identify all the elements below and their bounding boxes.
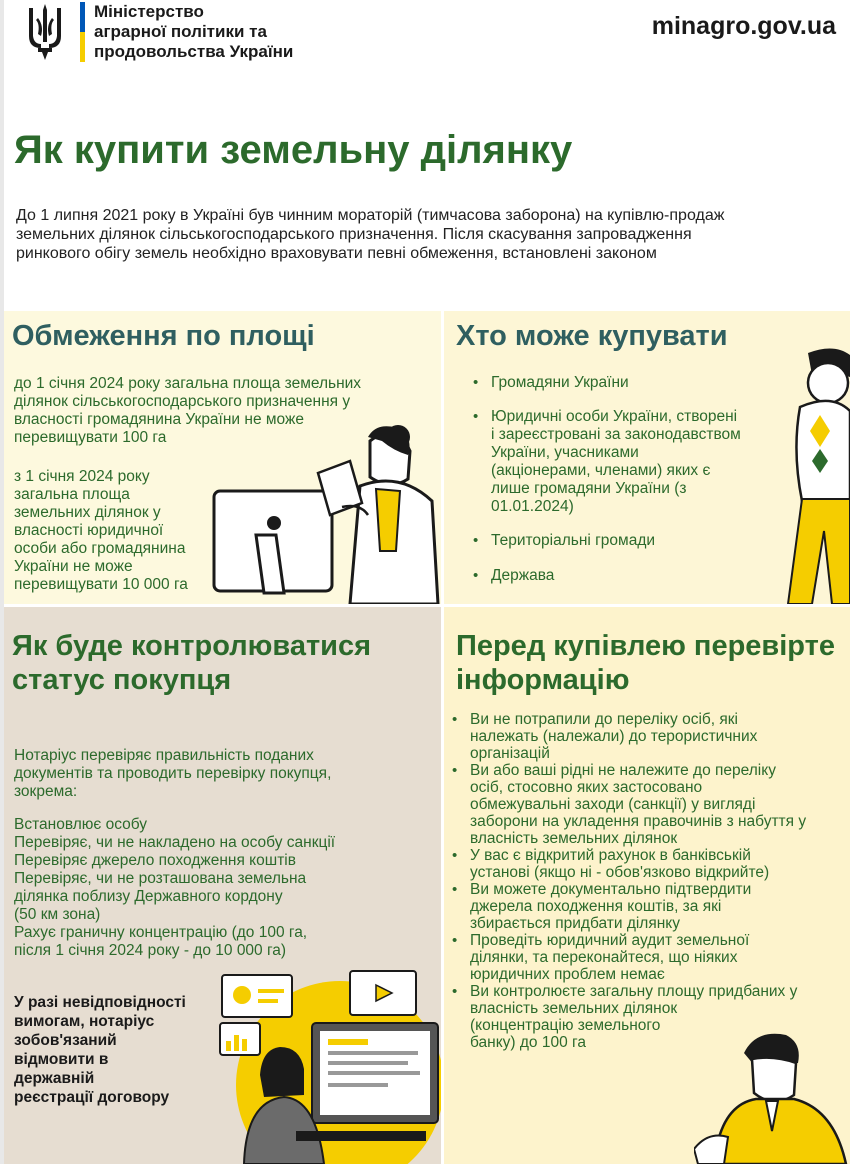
ministry-name: Міністерство аграрної політики та продовольства України [94,2,294,61]
buyer-control-title: Як буде контролюватися статус покупця [12,630,372,696]
list-item: • Територіальні громади [471,532,741,550]
man-with-phone-illustration [694,1019,850,1164]
check-before-list [450,711,806,1051]
buyer-control-intro: Нотаріус перевіряє правильність поданих документів та проводить перевірку покупця, зокрема: [14,747,332,800]
list-item: • Проведіть юридичний аудит земельної ділянки, та переконайтеся, що ніяких юридичних проблем немає [450,932,806,983]
intro-paragraph: До 1 липня 2021 року в Україні був чинним мораторій (тимчасова заборона) на купівлю-продаж земельних ділянок сільськогосподарського призначення. Після скасування запровадження ринкового обігу земель необхідно враховувати певні обмеження, встановлені законом [16,207,725,262]
flag-icon [80,2,85,62]
list-item: • Ви можете документально підтвердити джерела походження коштів, за які збирається придбати ділянку [450,881,806,932]
site-url[interactable]: minagro.gov.ua [651,12,836,40]
list-item: • Ви не потрапили до переліку осіб, які належать (належали) до терористичних організацій [450,711,806,762]
list-item: • Ви або ваші рідні не належите до переліку осіб, стосовно яких застосовано обмежувальні заходи (санкції) у вигляді заборони на укладення правочинів з набуття у власність земельних ділянок [450,762,806,847]
notary-refusal-note: У разі невідповідності вимогам, нотаріус зобов'язаний відмовити в державній реєстрації договору [14,994,186,1106]
area-limits-panel [4,311,441,604]
list-item: • Держава [471,567,741,585]
trident-icon [26,2,64,64]
check-before-title: Перед купівлею перевірте інформацію [456,630,835,696]
buyer-control-panel [4,607,441,1164]
young-man-illustration [762,341,850,604]
person-at-workstation-illustration [200,965,441,1164]
area-limits-title: Обмеження по площі [12,320,315,352]
list-item: • У вас є відкритий рахунок в банківській установі (якщо ні - обов'язково відкрийте) [450,847,806,881]
who-can-buy-panel [444,311,850,604]
area-limits-citizen: до 1 січня 2024 року загальна площа земельних ділянок сільськогосподарського призначення у власності громадянина України не може перевищувати 100 га [14,375,362,446]
list-item: • Юридичні особи України, створені і зареєстровані за законодавством України, учасниками (акціонерами, членами) яких є лише громадяни України (з 01.01.2024) [471,408,741,516]
who-can-buy-list [471,374,741,585]
list-item: • Ви контролюєте загальну площу придбаних у власність земельних ділянок (концентрацію земельного банку) до 100 га [450,983,806,1051]
list-item: • Громадяни України [471,374,741,392]
check-before-panel [444,607,850,1164]
header [0,0,850,70]
who-can-buy-title: Хто може купувати [456,320,728,352]
woman-at-computer-illustration [210,411,440,604]
area-limits-legal-entity: з 1 січня 2024 року загальна площа земельних ділянок у власності юридичної особи або громадянина України не може перевищувати 10 000 га [14,468,188,593]
page-title: Як купити земельну ділянку [14,128,573,172]
buyer-control-checks: Встановлює особу Перевіряє, чи не накладено на особу санкції Перевіряє джерело походження коштів Перевіряє, чи не розташована земельна ділянка поблизу Державного кордону (50 км зона) Рахує граничну концентрацію (до 100 га, після 1 січня 2024 року - до 10 000 га) [14,816,336,959]
